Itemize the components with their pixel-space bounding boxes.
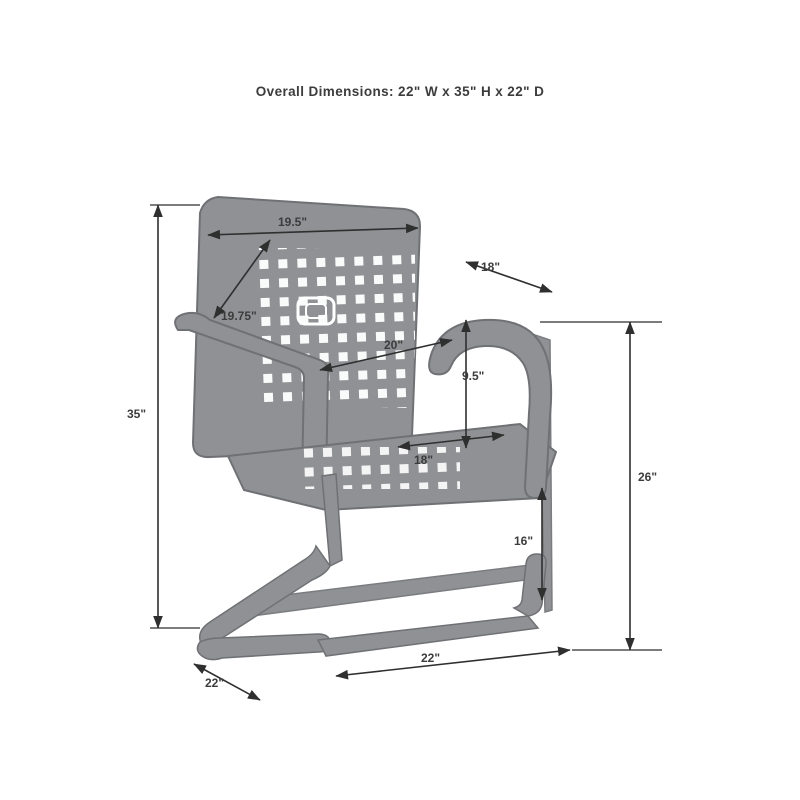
- label-arm-depth: 18": [481, 260, 501, 274]
- label-height-total: 35": [127, 407, 147, 421]
- dimline-depth: [194, 664, 260, 700]
- page-title: Overall Dimensions: 22" W x 35" H x 22" D: [255, 84, 545, 99]
- label-seat-height: 16": [514, 534, 534, 548]
- back-panel-perforations: [255, 248, 415, 408]
- label-arm-height: 9.5": [462, 369, 485, 383]
- dimline-width-base: [336, 650, 570, 676]
- label-arm-top-height: 26": [638, 470, 658, 484]
- label-back-width: 19.5": [278, 215, 308, 229]
- label-seat-width: 18": [414, 453, 434, 467]
- label-back-height: 19.75": [221, 309, 257, 323]
- label-depth: 22": [205, 676, 225, 690]
- label-width-base: 22": [421, 651, 441, 665]
- label-seat-back-diagonal: 20": [384, 338, 404, 352]
- dimline-arm-depth: [466, 262, 552, 292]
